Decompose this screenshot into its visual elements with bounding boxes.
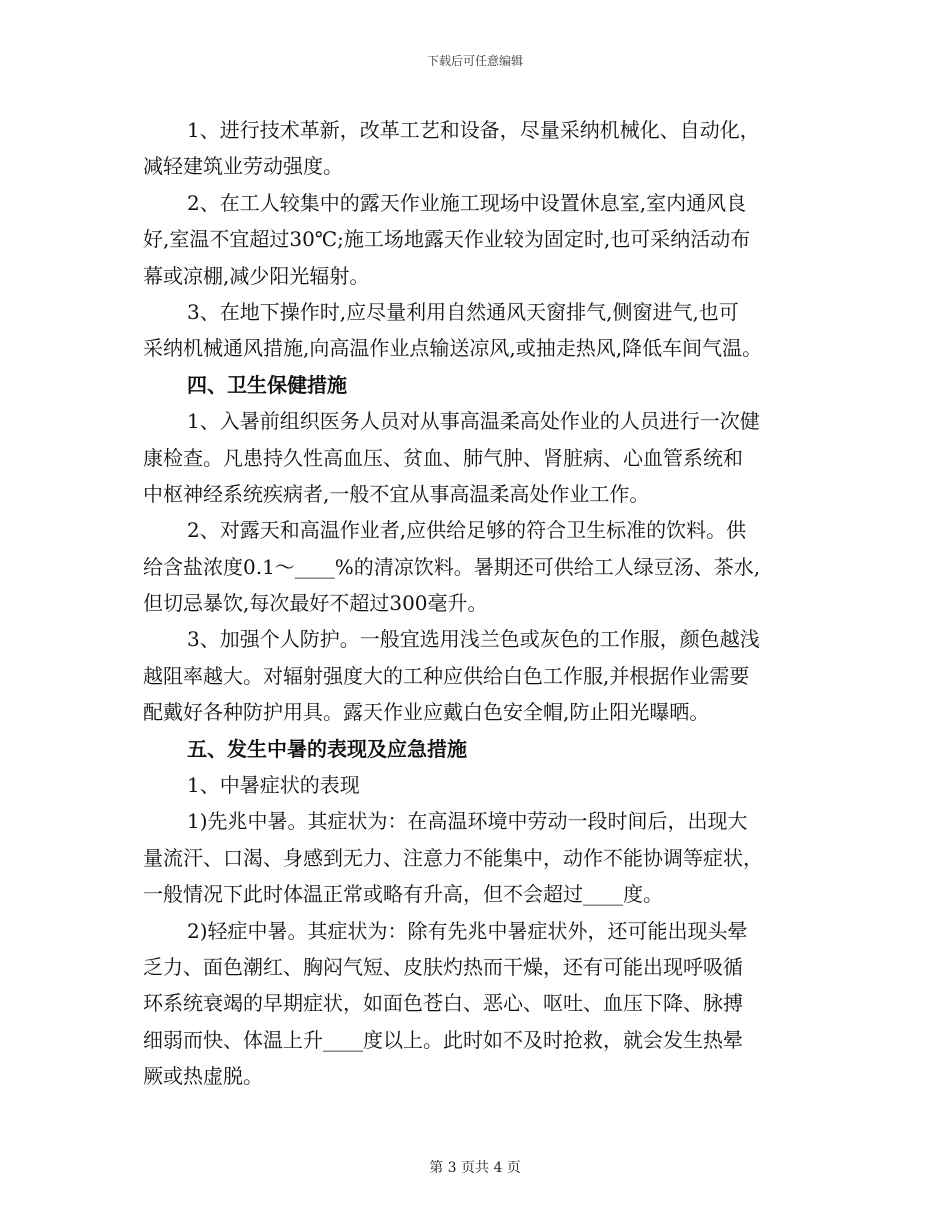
page-footer: 第 3 页共 4 页 [429,1160,521,1176]
paragraph-line: 采纳机械通风措施,向高温作业点输送凉风,或抽走热风,降低车间气温。 [143,336,763,361]
paragraph-line: 细弱而快、体温上升____度以上。此时如不及时抢救，就会发生热晕 [143,1027,743,1052]
paragraph-line: 乏力、面色潮红、胸闷气短、皮肤灼热而干燥，还有可能出现呼吸循 [143,954,743,979]
paragraph-line: 配戴好各种防护用具。露天作业应戴白色安全帽,防止阳光曝晒。 [143,700,710,725]
section-heading: 五、发生中暑的表现及应急措施 [187,736,467,761]
page-header: 下载后可任意编辑 [426,54,523,68]
document-body [143,112,823,1095]
paragraph-line: 康检查。凡患持久性高血压、贫血、肺气肿、肾脏病、心血管系统和 [143,445,743,470]
paragraph-line: 但切忌暴饮,每次最好不超过300毫升。 [143,591,488,616]
paragraph-line: 2、在工人较集中的露天作业施工现场中设置休息室,室内通风良 [187,190,747,215]
paragraph-line: 2)轻症中暑。其症状为：除有先兆中暑症状外，还可能出现头晕 [187,918,748,943]
paragraph-line: 一般情况下此时体温正常或略有升高，但不会超过____度。 [143,882,663,907]
paragraph-line: 越阻率越大。对辐射强度大的工种应供给白色工作服,并根据作业需要 [143,663,750,688]
paragraph-line: 厥或热虚脱。 [143,1064,263,1089]
paragraph-line: 幕或凉棚,减少阳光辐射。 [143,263,370,288]
paragraph-line: 环系统衰竭的早期症状，如面色苍白、恶心、呕吐、血压下降、脉搏 [143,991,743,1016]
subsection-heading: 1、中暑症状的表现 [187,773,360,798]
section-heading: 四、卫生保健措施 [187,372,347,397]
paragraph-line: 量流汗、口渴、身感到无力、注意力不能集中，动作不能协调等症状， [143,845,763,870]
paragraph-line: 3、在地下操作时,应尽量利用自然通风天窗排气,侧窗进气,也可 [187,299,739,324]
paragraph-line: 好,室温不宜超过30℃;施工场地露天作业较为固定时,也可采纳活动布 [143,227,751,252]
paragraph-line: 3、加强个人防护。一般宜选用浅兰色或灰色的工作服，颜色越浅 [187,627,760,652]
paragraph-line: 1、进行技术革新，改革工艺和设备，尽量采纳机械化、自动化， [187,118,760,142]
paragraph-line: 1)先兆中暑。其症状为：在高温环境中劳动一段时间后，出现大 [187,809,748,834]
paragraph-line: 1、入暑前组织医务人员对从事高温柔高处作业的人员进行一次健 [187,409,760,434]
paragraph-line: 中枢神经系统疾病者,一般不宜从事高温柔高处作业工作。 [143,481,650,506]
paragraph-line: 2、对露天和高温作业者,应供给足够的符合卫生标准的饮料。供 [187,518,747,543]
paragraph-line: 给含盐浓度0.1～____%的清凉饮料。暑期还可供给工人绿豆汤、茶水, [143,554,761,579]
paragraph-line: 减轻建筑业劳动强度。 [143,154,343,179]
